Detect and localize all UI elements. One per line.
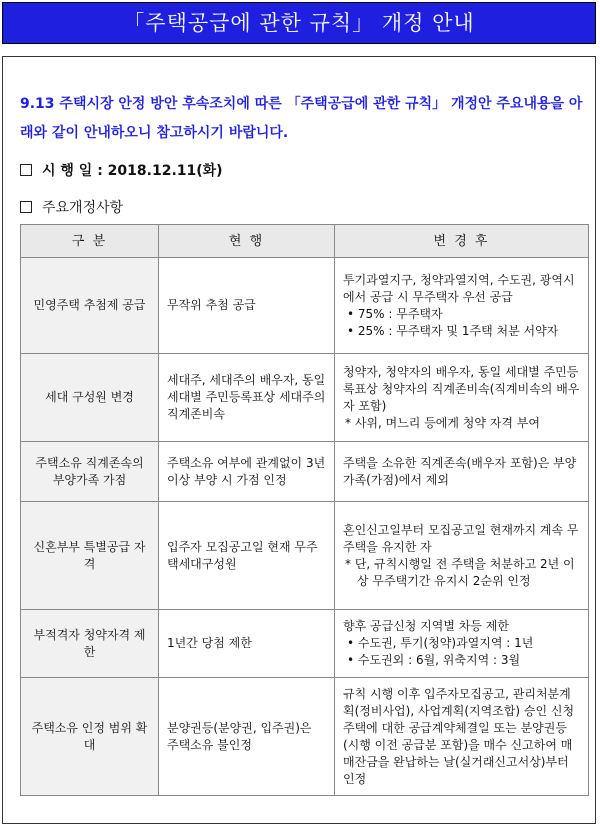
row-current: 무작위 추첨 공급 — [159, 258, 335, 354]
row-current: 세대주, 세대주의 배우자, 동일 세대별 주민등록표상 세대주의 직계존비속 — [159, 354, 335, 442]
amendment-table — [20, 224, 589, 796]
row-current: 입주자 모집공고일 현재 무주택세대구성원 — [159, 502, 335, 610]
row-changed — [335, 502, 589, 610]
bullet-icon: • — [347, 323, 358, 338]
section-heading: 주요개정사항 — [20, 197, 123, 217]
row-changed — [335, 678, 589, 796]
changed-bullet: • 수도권외 : 6월, 위축지역 : 3월 — [347, 653, 521, 667]
header-category: 구 분 — [21, 225, 159, 258]
bullet-icon: • — [347, 306, 358, 321]
row-category: 주택소유 인정 범위 확대 — [21, 678, 159, 796]
row-category: 세대 구성원 변경 — [21, 354, 159, 442]
changed-bullet: • 25% : 무주택자 및 1주택 처분 서약자 — [347, 323, 559, 338]
header-changed: 변 경 후 — [335, 225, 589, 258]
changed-text: 투기과열지구, 청약과열지역, 수도권, 광역시에서 공급 시 무주택자 우선 공급 — [343, 272, 575, 304]
changed-bullet: • 수도권, 투기(청약)과열지역 : 1년 — [347, 636, 534, 650]
bullet-icon: • — [347, 636, 358, 650]
changed-bullet: • 75% : 무주택자 — [347, 306, 443, 321]
row-current: 1년간 당첨 제한 — [159, 610, 335, 678]
row-changed — [335, 610, 589, 678]
checkbox-icon — [20, 164, 32, 176]
row-current: 주택소유 여부에 관계없이 3년 이상 부양 시 가점 인정 — [159, 442, 335, 502]
header-current: 현 행 — [159, 225, 335, 258]
changed-note: * 단, 규칙시행일 전 주택을 처분하고 2년 이상 무주택기간 유지시 2순위 인정 — [345, 556, 575, 588]
changed-text: 청약자, 청약자의 배우자, 동일 세대별 주민등록표상 청약자의 직계존비속(직계비속의 배우자 포함) — [343, 364, 580, 413]
row-current: 분양권등(분양권, 입주권)은 주택소유 불인정 — [159, 678, 335, 796]
effective-value: 2018.12.11(화) — [107, 163, 223, 179]
checkbox-icon — [20, 201, 32, 213]
bullet-icon: • — [347, 653, 358, 667]
row-changed — [335, 258, 589, 354]
table-row — [21, 258, 589, 354]
table-row — [21, 354, 589, 442]
row-changed — [335, 354, 589, 442]
row-changed — [335, 442, 589, 502]
page-title: 「주택공급에 관한 규칙」 개정 안내 — [2, 2, 596, 44]
changed-text: 규칙 시행 이후 입주자모집공고, 관리처분계획(정비사업), 사업계획(지역조합) 승인 신청주택에 대한 공급계약체결일 또는 분양권등(시행 이전 공급분 포함)을 매수 신고하여 매매잔금을 완납하는 날(실거래신고서상)부터 인정 — [343, 686, 575, 786]
table-row — [21, 442, 589, 502]
row-category: 부적격자 청약자격 제한 — [21, 610, 159, 678]
row-category: 주택소유 직계존속의 부양가족 가점 — [21, 442, 159, 502]
table-row — [21, 610, 589, 678]
intro-text: 9.13 주택시장 안정 방안 후속조치에 따른 「주택공급에 관한 규칙」 개정안 주요내용을 아래와 같이 안내하오니 참고하시기 바랍니다. — [20, 96, 583, 141]
table-row — [21, 678, 589, 796]
row-category: 신혼부부 특별공급 자격 — [21, 502, 159, 610]
changed-text: 주택을 소유한 직계존속(배우자 포함)은 부양가족(가점)에서 제외 — [343, 455, 577, 487]
table-header-row — [21, 225, 589, 258]
row-category: 민영주택 추첨제 공급 — [21, 258, 159, 354]
changed-text: 향후 공급신청 지역별 차등 제한 — [343, 619, 509, 633]
changed-note: * 사위, 며느리 등에게 청약 자격 부여 — [345, 415, 540, 430]
effective-date — [20, 160, 223, 180]
changed-text: 혼인신고일부터 모집공고일 현재까지 계속 무주택을 유지한 자 — [343, 522, 579, 554]
effective-label: 시 행 일 : — [42, 163, 103, 179]
table-row — [21, 502, 589, 610]
